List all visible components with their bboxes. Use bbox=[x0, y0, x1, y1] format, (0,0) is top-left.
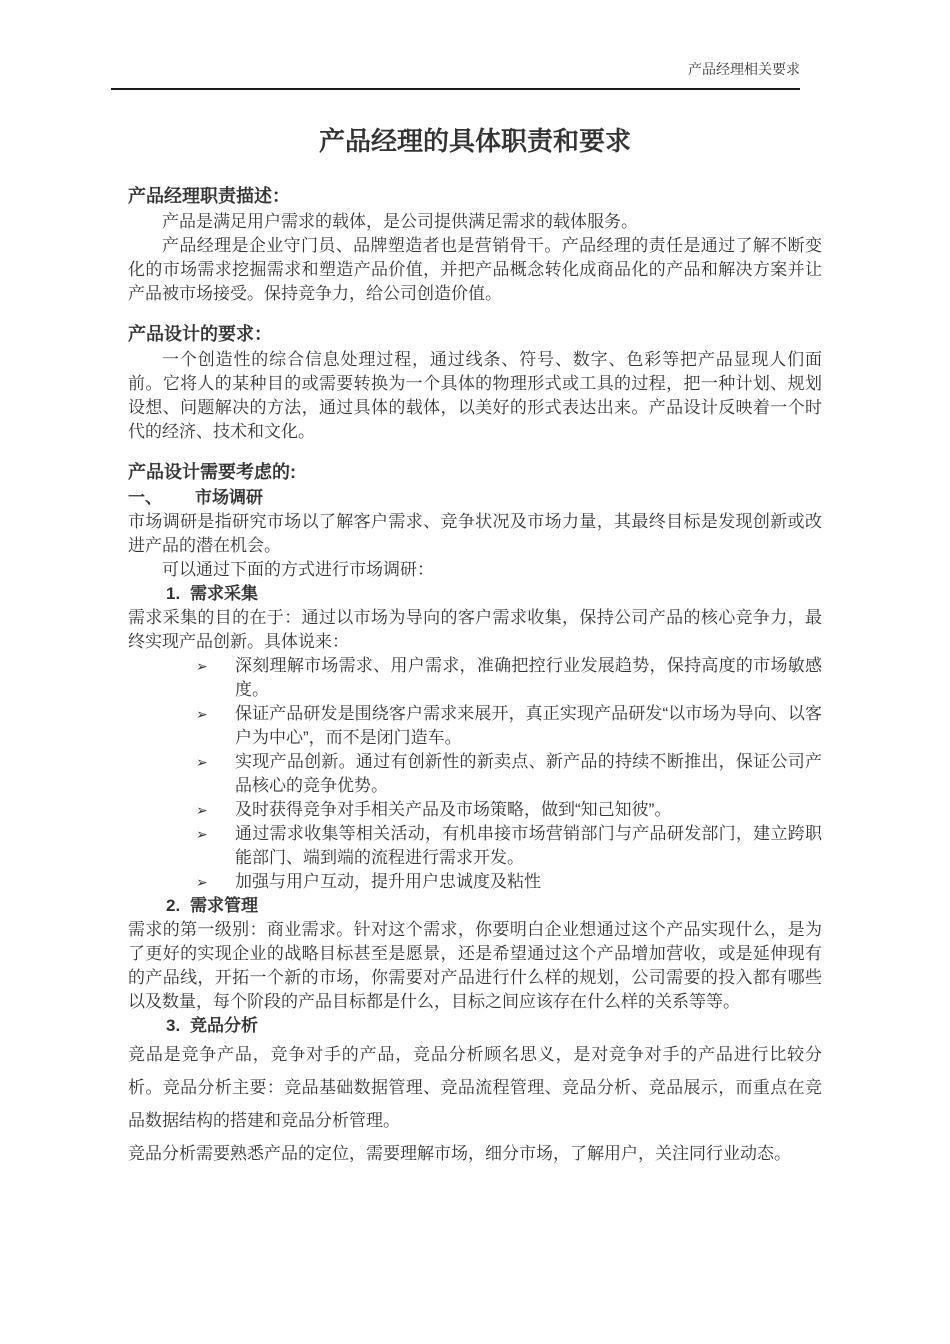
document-title: 产品经理的具体职责和要求 bbox=[318, 126, 631, 156]
list-item-1-number: 1. bbox=[166, 584, 181, 603]
list-item-3-body: 竞品是竞争产品，竞争对手的产品，竞品分析顾名思义，是对竞争对手的产品进行比较分析。竞品分析主要：竞品基础数据管理、竞品流程管理、竞品分析、竞品展示，而重点在竞品数据结构的搭建和竞品分析管理。 bbox=[128, 1045, 822, 1130]
list-item-3-heading bbox=[166, 1014, 822, 1038]
bullet-item bbox=[196, 702, 822, 750]
header-rule bbox=[111, 88, 800, 90]
list-item-2-heading bbox=[166, 894, 822, 918]
paragraph-consider-1: 市场调研是指研究市场以了解客户需求、竞争状况及市场力量，其最终目标是发现创新或改进产品的潜在机会。 bbox=[128, 512, 822, 555]
list-item-2-body: 需求的第一级别：商业需求。针对这个需求，你要明白企业想通过这个产品实现什么，是为了更好的实现企业的战略目标甚至是愿景，还是希望通过这个产品增加营收，或是延伸现有的产品线，开拓一个新的市场，你需要对产品进行什么样的规划，公司需要的投入都有哪些以及数量，每个阶段的产品目标都是什么，目标之间应该存在什么样的关系等等。 bbox=[128, 920, 822, 1011]
paragraph-duty-1: 产品是满足用户需求的载体，是公司提供满足需求的载体服务。 bbox=[162, 212, 638, 231]
arrow-bullet-icon: ➢ bbox=[196, 706, 208, 722]
list-item-3-number: 3. bbox=[166, 1016, 181, 1035]
paragraph-consider-2: 可以通过下面的方式进行市场调研： bbox=[162, 560, 434, 579]
subsection-heading-market-research bbox=[128, 486, 822, 510]
bullet-text: 通过需求收集等相关活动，有机串接市场营销部门与产品研发部门，建立跨职能部门、端到端的流程进行需求开发。 bbox=[235, 824, 822, 867]
arrow-bullet-icon: ➢ bbox=[196, 754, 208, 770]
bullet-text: 深刻理解市场需求、用户需求，准确把控行业发展趋势，保持高度的市场敏感度。 bbox=[235, 656, 822, 699]
list-item-2-title: 需求管理 bbox=[190, 896, 258, 915]
page-header-text: 产品经理相关要求 bbox=[688, 61, 800, 77]
list-item-1-title: 需求采集 bbox=[190, 584, 258, 603]
section-heading-duty: 产品经理职责描述： bbox=[128, 186, 290, 206]
document-content bbox=[128, 124, 822, 1170]
list-item-1-heading bbox=[166, 582, 822, 606]
arrow-bullet-icon: ➢ bbox=[196, 802, 208, 818]
bullet-item bbox=[196, 798, 822, 822]
list-item-3-title: 竞品分析 bbox=[190, 1016, 258, 1035]
bullet-item bbox=[196, 750, 822, 798]
list-item-3-body-2: 竞品分析需要熟悉产品的定位，需要理解市场，细分市场，了解用户，关注同行业动态。 bbox=[128, 1144, 791, 1163]
list-item-2-number: 2. bbox=[166, 896, 181, 915]
bullet-text: 保证产品研发是围绕客户需求来展开，真正实现产品研发“以市场为导向、以客户为中心”，而不是闭门造车。 bbox=[235, 704, 822, 747]
arrow-bullet-icon: ➢ bbox=[196, 874, 208, 890]
paragraph-design-1: 一个创造性的综合信息处理过程，通过线条、符号、数字、色彩等把产品显现人们面前。它将人的某种目的或需要转换为一个具体的物理形式或工具的过程，把一种计划、规划设想、问题解决的方法，通过具体的载体，以美好的形式表达出来。产品设计反映着一个时代的经济、技术和文化。 bbox=[128, 350, 822, 441]
list-item-1-body: 需求采集的目的在于：通过以市场为导向的客户需求收集，保持公司产品的核心竞争力，最终实现产品创新。具体说来： bbox=[128, 608, 822, 651]
arrow-bullet-icon: ➢ bbox=[196, 826, 208, 842]
bullet-text: 加强与用户互动，提升用户忠诚度及粘性 bbox=[235, 872, 541, 891]
bullet-item bbox=[196, 654, 822, 702]
paragraph-duty-2: 产品经理是企业守门员、品牌塑造者也是营销骨干。产品经理的责任是通过了解不断变化的市场需求挖掘需求和塑造产品价值，并把产品概念转化成商品化的产品和解决方案并让产品被市场接受。保持竞争力，给公司创造价值。 bbox=[128, 236, 822, 303]
section-heading-consider: 产品设计需要考虑的: bbox=[128, 462, 296, 482]
bullet-text: 及时获得竞争对手相关产品及市场策略，做到“知己知彼”。 bbox=[235, 800, 672, 819]
arrow-bullet-icon: ➢ bbox=[196, 658, 208, 674]
subsection-title: 市场调研 bbox=[195, 488, 263, 507]
bullet-text: 实现产品创新。通过有创新性的新卖点、新产品的持续不断推出，保证公司产品核心的竞争优势。 bbox=[235, 752, 822, 795]
bullet-item bbox=[196, 822, 822, 870]
section-heading-design: 产品设计的要求： bbox=[128, 324, 272, 344]
subsection-number: 一、 bbox=[128, 488, 162, 507]
bullet-item bbox=[196, 870, 822, 894]
